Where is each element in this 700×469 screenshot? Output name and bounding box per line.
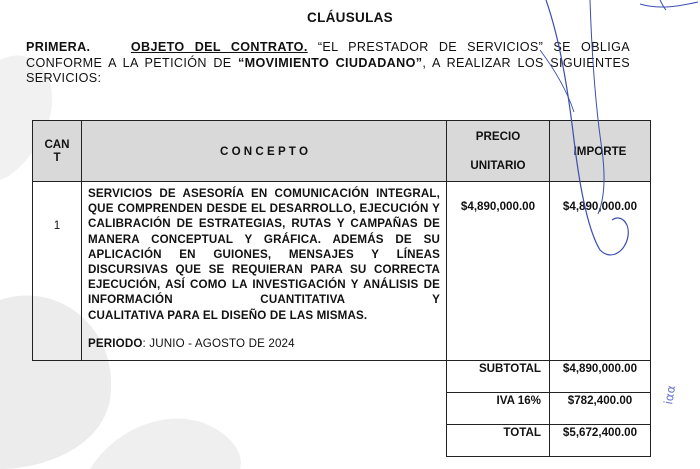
iva-value: $782,400.00 bbox=[550, 393, 651, 425]
periodo-line bbox=[88, 336, 440, 351]
intro-text-b: , A REALIZAR LOS SIGUIENTES SERVICIOS: bbox=[26, 55, 631, 85]
header-precio bbox=[447, 121, 550, 182]
subtotal-label: SUBTOTAL bbox=[447, 361, 550, 393]
total-value: $5,672,400.00 bbox=[550, 425, 651, 457]
table-header-row bbox=[33, 121, 651, 182]
services-table bbox=[32, 120, 651, 457]
row-importe: $4,890,000.00 bbox=[550, 182, 651, 361]
header-cant bbox=[33, 121, 82, 182]
subtotal-row bbox=[33, 361, 651, 393]
header-concepto: C O N C E P T O bbox=[82, 121, 447, 182]
row-concepto bbox=[82, 182, 447, 361]
row-precio: $4,890,000.00 bbox=[447, 182, 550, 361]
clause-heading: OBJETO DEL CONTRATO. bbox=[130, 40, 308, 54]
concepto-text: SERVICIOS DE ASESORÍA EN COMUNICACIÓN INTEGRAL, QUE COMPRENDEN DESDE EL DESARROLLO, EJECUCIÓN Y CALIBRACIÓN DE ESTRATEGIAS, RUTAS Y CAMPAÑAS DE MANERA CONCEPTUAL Y GRÁFICA. ADEMÁS DE SU APLICACIÓN EN GUIONES, MENSAJES Y LÍNEAS DISCURSIVAS QUE SE REQUIERAN PARA SU CORRECTA EJECUCIÓN, ASÍ COMO LA INVESTIGACIÓN Y ANÁLISIS DE INFORMACIÓN CUANTITATIVA Y bbox=[88, 187, 440, 307]
header-precio-top: PRECIO bbox=[475, 130, 521, 143]
header-importe: IMPORTE bbox=[550, 121, 651, 182]
client-name: “MOVIMIENTO CIUDADANO” bbox=[238, 55, 423, 70]
table-row bbox=[33, 182, 651, 361]
iva-label: IVA 16% bbox=[447, 393, 550, 425]
intro-text-a: “EL PRESTADOR DE SERVICIOS” SE OBLIGA CONFORME A LA PETICIÓN DE bbox=[26, 40, 630, 70]
total-label: TOTAL bbox=[447, 425, 550, 457]
concepto-text-last: CUALITATIVA PARA EL DISEÑO DE LAS MISMAS. bbox=[88, 308, 368, 322]
header-cant-label: CAN T bbox=[44, 138, 70, 164]
header-precio-bottom: UNITARIO bbox=[470, 159, 526, 172]
iva-row bbox=[33, 393, 651, 425]
intro-paragraph bbox=[26, 40, 630, 87]
page-title: CLÁUSULAS bbox=[307, 10, 393, 25]
row-cant: 1 bbox=[33, 182, 82, 361]
total-row bbox=[33, 425, 651, 457]
periodo-value: : JUNIO - AGOSTO DE 2024 bbox=[142, 336, 295, 350]
svg-text:iαα: iαα bbox=[661, 384, 679, 406]
subtotal-value: $4,890,000.00 bbox=[550, 361, 651, 393]
periodo-label: PERIODO bbox=[88, 336, 143, 350]
clause-number: PRIMERA. bbox=[26, 40, 91, 54]
